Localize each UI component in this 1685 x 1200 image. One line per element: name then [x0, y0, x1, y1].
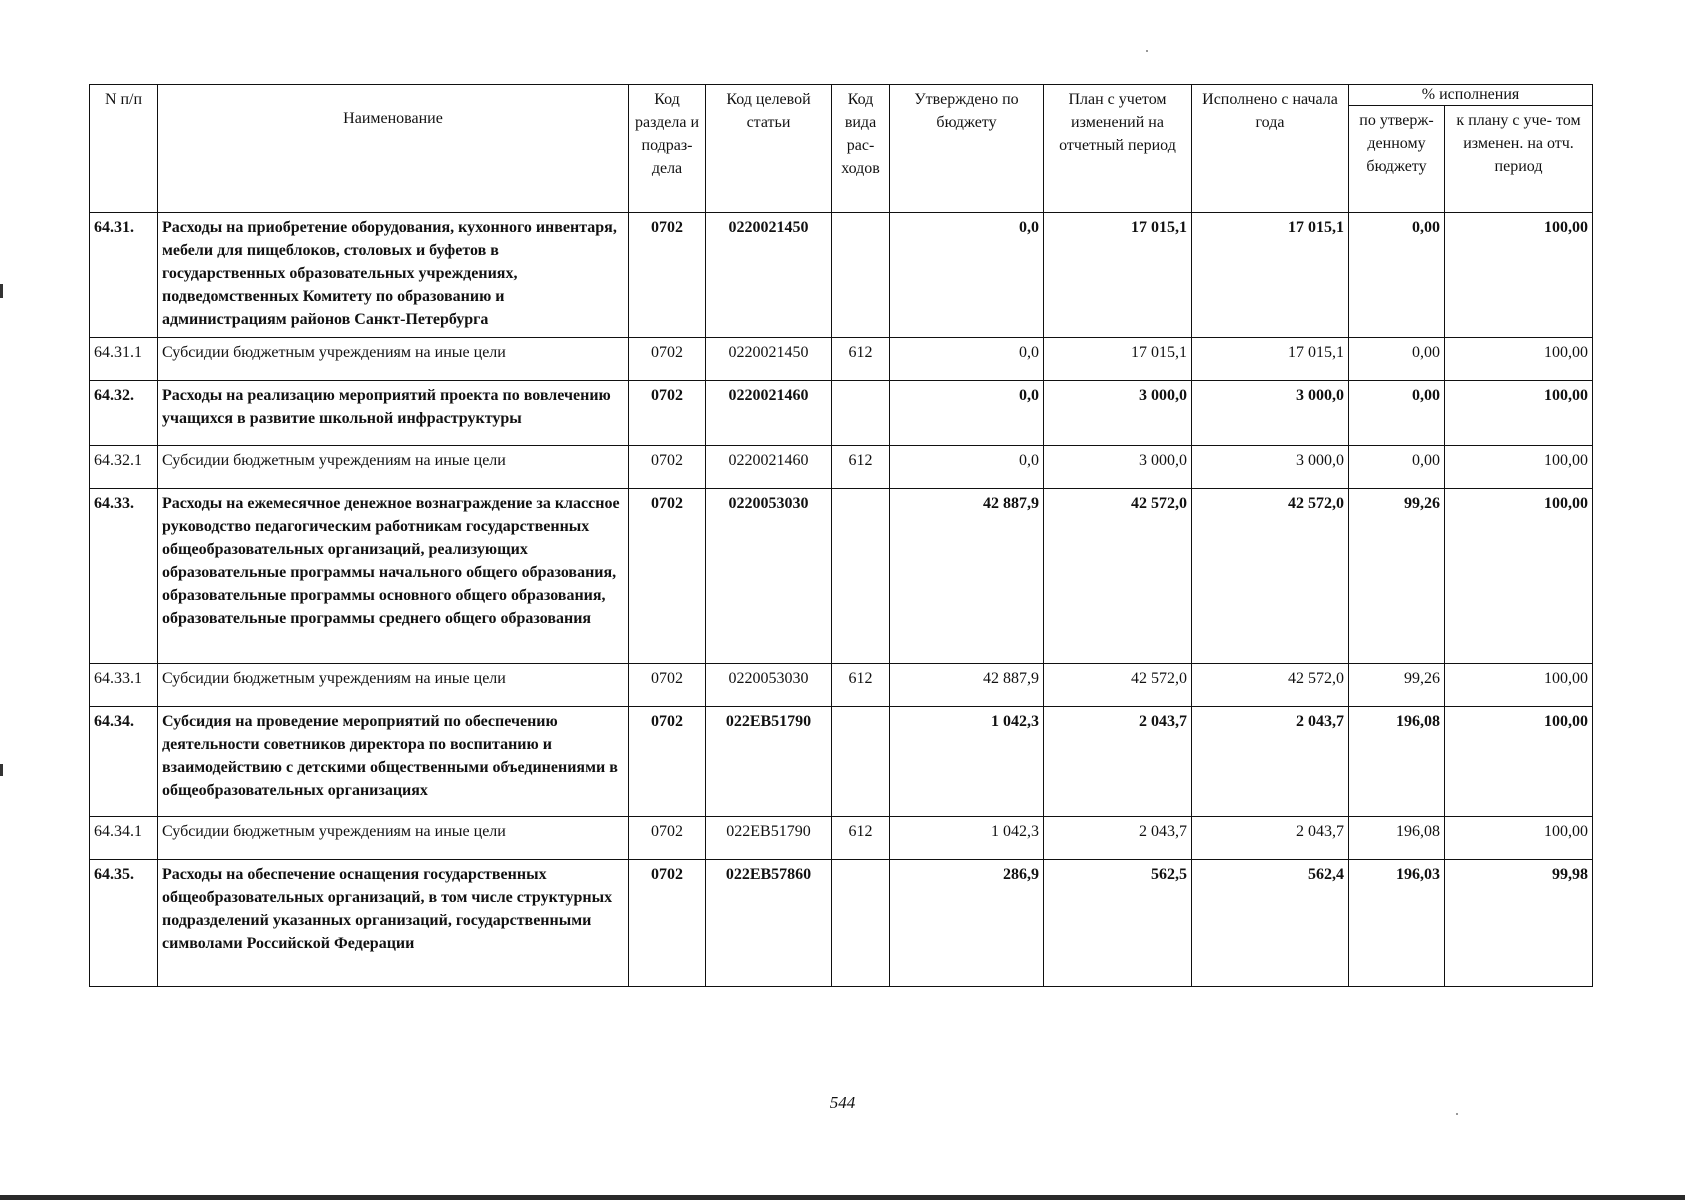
row-expense-code: 612	[832, 446, 890, 489]
row-plan: 17 015,1	[1044, 338, 1192, 381]
row-np: 64.33.	[90, 489, 158, 664]
table-row	[90, 338, 1593, 381]
row-target-code: 0220021460	[706, 381, 832, 446]
row-name: Расходы на реализацию мероприятий проекта по вовлечению учащихся в развитие школьной инфраструктуры	[158, 381, 629, 446]
row-expense-code	[832, 707, 890, 817]
row-pct-plan: 100,00	[1445, 381, 1593, 446]
row-pct-plan: 100,00	[1445, 213, 1593, 338]
row-pct-plan: 100,00	[1445, 446, 1593, 489]
row-plan: 42 572,0	[1044, 664, 1192, 707]
scan-edge-mark	[0, 284, 3, 298]
page-number: 544	[829, 1093, 856, 1112]
row-plan: 17 015,1	[1044, 213, 1192, 338]
row-name: Субсидии бюджетным учреждениям на иные цели	[158, 817, 629, 860]
row-approved: 0,0	[890, 381, 1044, 446]
row-plan: 3 000,0	[1044, 446, 1192, 489]
row-executed: 17 015,1	[1192, 213, 1349, 338]
header-row	[90, 85, 1593, 106]
header-executed: Исполнено с начала года	[1192, 85, 1349, 213]
header-pct-budget: по утверж- денному бюджету	[1349, 106, 1445, 213]
row-target-code: 022EB51790	[706, 817, 832, 860]
row-plan: 2 043,7	[1044, 707, 1192, 817]
row-executed: 42 572,0	[1192, 489, 1349, 664]
row-section-code: 0702	[629, 707, 706, 817]
row-pct-plan: 99,98	[1445, 860, 1593, 987]
table-row	[90, 446, 1593, 489]
table-row	[90, 489, 1593, 664]
row-executed: 2 043,7	[1192, 707, 1349, 817]
row-approved: 0,0	[890, 213, 1044, 338]
scan-speck	[1456, 1113, 1458, 1115]
row-section-code: 0702	[629, 446, 706, 489]
row-expense-code: 612	[832, 817, 890, 860]
row-approved: 1 042,3	[890, 707, 1044, 817]
row-plan: 42 572,0	[1044, 489, 1192, 664]
row-pct-budget: 0,00	[1349, 446, 1445, 489]
scan-speck	[1146, 50, 1148, 52]
header-plan: План с учетом изменений на отчетный период	[1044, 85, 1192, 213]
header-percent-group: % исполнения	[1349, 85, 1593, 106]
row-np: 64.31.1	[90, 338, 158, 381]
row-pct-budget: 196,03	[1349, 860, 1445, 987]
row-target-code: 0220053030	[706, 664, 832, 707]
row-pct-budget: 99,26	[1349, 664, 1445, 707]
row-pct-budget: 196,08	[1349, 817, 1445, 860]
row-np: 64.33.1	[90, 664, 158, 707]
table-row	[90, 707, 1593, 817]
row-name: Субсидии бюджетным учреждениям на иные цели	[158, 664, 629, 707]
table-row	[90, 817, 1593, 860]
row-np: 64.35.	[90, 860, 158, 987]
table-row	[90, 213, 1593, 338]
table-row	[90, 860, 1593, 987]
row-pct-plan: 100,00	[1445, 707, 1593, 817]
row-name: Расходы на обеспечение оснащения государственных общеобразовательных организаций, в том числе структурных подразделений указанных организаций, государственными символами Российской Федерации	[158, 860, 629, 987]
row-target-code: 0220021450	[706, 338, 832, 381]
row-pct-plan: 100,00	[1445, 338, 1593, 381]
header-np: N п/п	[90, 85, 158, 213]
row-np: 64.34.1	[90, 817, 158, 860]
row-pct-plan: 100,00	[1445, 817, 1593, 860]
row-name: Субсидии бюджетным учреждениям на иные цели	[158, 338, 629, 381]
row-pct-budget: 99,26	[1349, 489, 1445, 664]
row-np: 64.34.	[90, 707, 158, 817]
row-expense-code	[832, 860, 890, 987]
row-plan: 3 000,0	[1044, 381, 1192, 446]
row-target-code: 0220053030	[706, 489, 832, 664]
row-approved: 1 042,3	[890, 817, 1044, 860]
table-row	[90, 381, 1593, 446]
row-approved: 0,0	[890, 338, 1044, 381]
row-executed: 3 000,0	[1192, 381, 1349, 446]
table-header	[90, 85, 1593, 213]
header-pct-plan: к плану с уче- том изменен. на отч. период	[1445, 106, 1593, 213]
row-pct-plan: 100,00	[1445, 489, 1593, 664]
row-pct-budget: 0,00	[1349, 213, 1445, 338]
row-expense-code	[832, 489, 890, 664]
row-expense-code	[832, 213, 890, 338]
row-executed: 562,4	[1192, 860, 1349, 987]
row-np: 64.31.	[90, 213, 158, 338]
row-name: Расходы на приобретение оборудования, кухонного инвентаря, мебели для пищеблоков, столовых и буфетов в государственных образовательных учреждениях, подведомственных Комитету по образованию и администрациям районов Санкт-Петербурга	[158, 213, 629, 338]
row-plan: 2 043,7	[1044, 817, 1192, 860]
table-row	[90, 664, 1593, 707]
row-section-code: 0702	[629, 860, 706, 987]
row-target-code: 022EB57860	[706, 860, 832, 987]
header-target-code: Код целевой статьи	[706, 85, 832, 213]
row-expense-code	[832, 381, 890, 446]
row-np: 64.32.1	[90, 446, 158, 489]
header-approved: Утверждено по бюджету	[890, 85, 1044, 213]
row-target-code: 022EB51790	[706, 707, 832, 817]
row-executed: 42 572,0	[1192, 664, 1349, 707]
row-name: Расходы на ежемесячное денежное вознаграждение за классное руководство педагогическим работникам государственных общеобразовательных организаций, реализующих образовательные программы начального общего образования, образовательные программы основного общего образования, образовательные программы среднего общего образования	[158, 489, 629, 664]
row-approved: 42 887,9	[890, 664, 1044, 707]
row-name: Субсидия на проведение мероприятий по обеспечению деятельности советников директора по воспитанию и взаимодействию с детскими общественными объединениями в общеобразовательных организациях	[158, 707, 629, 817]
row-pct-budget: 196,08	[1349, 707, 1445, 817]
row-target-code: 0220021460	[706, 446, 832, 489]
row-executed: 3 000,0	[1192, 446, 1349, 489]
row-executed: 17 015,1	[1192, 338, 1349, 381]
row-executed: 2 043,7	[1192, 817, 1349, 860]
scan-bottom-edge	[0, 1195, 1685, 1200]
row-approved: 42 887,9	[890, 489, 1044, 664]
row-pct-plan: 100,00	[1445, 664, 1593, 707]
header-expense-code: Код вида рас- ходов	[832, 85, 890, 213]
table-body	[90, 213, 1593, 987]
header-section-code: Код раздела и подраз- дела	[629, 85, 706, 213]
row-section-code: 0702	[629, 381, 706, 446]
row-section-code: 0702	[629, 664, 706, 707]
row-target-code: 0220021450	[706, 213, 832, 338]
row-pct-budget: 0,00	[1349, 338, 1445, 381]
row-section-code: 0702	[629, 338, 706, 381]
row-approved: 286,9	[890, 860, 1044, 987]
budget-execution-table	[89, 84, 1593, 987]
row-name: Субсидии бюджетным учреждениям на иные цели	[158, 446, 629, 489]
row-expense-code: 612	[832, 664, 890, 707]
row-section-code: 0702	[629, 213, 706, 338]
scan-edge-mark	[0, 764, 3, 776]
row-pct-budget: 0,00	[1349, 381, 1445, 446]
row-section-code: 0702	[629, 489, 706, 664]
row-section-code: 0702	[629, 817, 706, 860]
row-expense-code: 612	[832, 338, 890, 381]
header-name: Наименование	[158, 85, 629, 213]
row-approved: 0,0	[890, 446, 1044, 489]
row-plan: 562,5	[1044, 860, 1192, 987]
row-np: 64.32.	[90, 381, 158, 446]
